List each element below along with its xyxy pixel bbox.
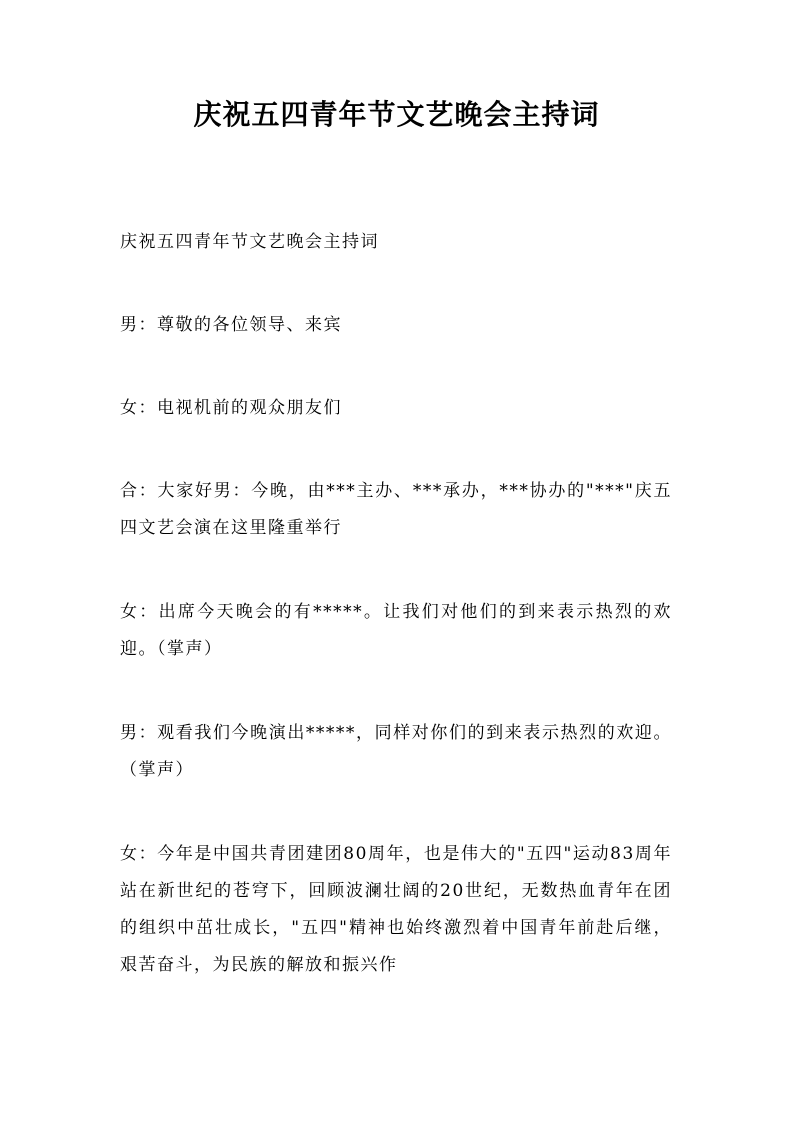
paragraph-female-greeting: 女：电视机前的观众朋友们 — [120, 398, 342, 418]
document-title: 庆祝五四青年节文艺晚会主持词 — [193, 98, 600, 131]
paragraph-heading-repeat: 庆祝五四青年节文艺晚会主持词 — [120, 232, 379, 252]
paragraph-male-greeting: 男：尊敬的各位领导、来宾 — [120, 315, 342, 335]
paragraph-male-audience: 男：观看我们今晚演出*****，同样对你们的到来表示热烈的欢迎。（掌声） — [120, 723, 672, 780]
paragraph-together-intro: 合：大家好男：今晚，由***主办、***承办，***协办的"***"庆五四文艺会演在这里隆重举行 — [120, 481, 672, 538]
paragraph-female-anniversary: 女：今年是中国共青团建团80周年，也是伟大的"五四"运动83周年站在新世纪的苍穹下，回顾波澜壮阔的20世纪，无数热血青年在团的组织中茁壮成长，"五四"精神也始终激烈着中国青年前赴后继，艰苦奋斗，为民族的解放和振兴作 — [120, 844, 672, 975]
paragraph-female-guests: 女：出席今天晚会的有*****。让我们对他们的到来表示热烈的欢迎。（掌声） — [120, 602, 672, 659]
